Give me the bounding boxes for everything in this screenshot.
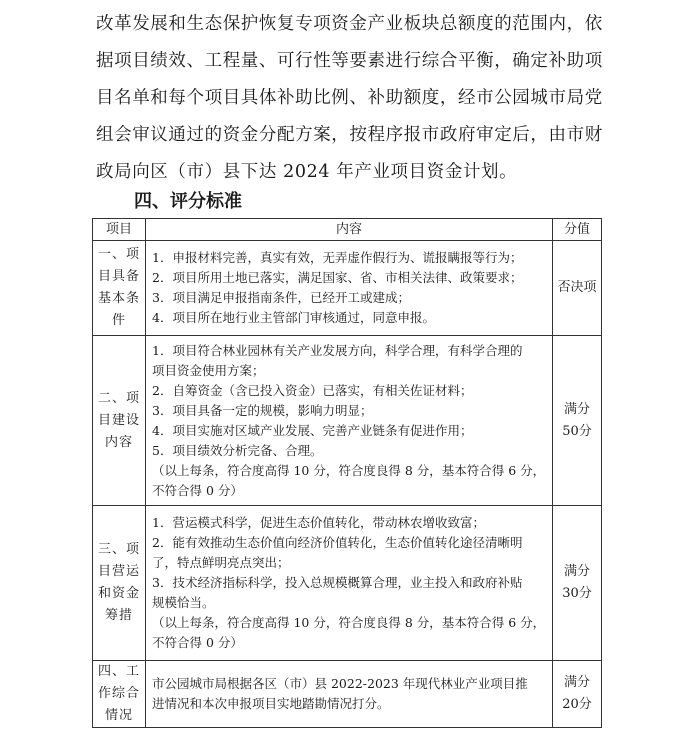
- paragraph-line: 目名单和每个项目具体补助比例、补助额度，经市公园城市局党: [96, 88, 603, 108]
- content-line: 规模恰当。: [152, 595, 215, 610]
- content-line: 市公园城市局根据各区（市）县 2022-2023 年现代林业产业项目推: [152, 676, 528, 691]
- table-row: [93, 661, 602, 728]
- content-line: （以上每条，符合度高得 10 分，符合度良得 8 分，基本符合得 6 分，: [152, 615, 546, 630]
- content-line: 1．项目符合林业园林有关产业发展方向，科学合理，有科学合理的: [152, 342, 523, 358]
- body-paragraph: [96, 6, 616, 191]
- table-header-row: [93, 219, 602, 241]
- row-content: [146, 336, 553, 506]
- content-line: 2．自筹资金（含已投入资金）已落实，有相关佐证材料；: [152, 382, 473, 398]
- section-heading: 四、评分标准: [134, 191, 242, 212]
- row-score: 否决项: [553, 241, 602, 336]
- content-line: 3．项目满足申报指南条件，已经开工或建成；: [152, 290, 410, 305]
- paragraph-line: 组会审议通过的资金分配方案，按程序报市政府审定后，由市财: [96, 125, 603, 145]
- content-line: 2．能有效推动生态价值向经济价值转化，生态价值转化途径清晰明: [152, 535, 523, 550]
- header-content: 内容: [146, 219, 553, 241]
- header-item: 项目: [93, 219, 146, 241]
- row-item: 四、工作综合情况: [93, 661, 146, 728]
- content-line: 4．项目实施对区域产业发展、完善产业链条有促进作用；: [152, 422, 473, 438]
- content-line: 了，特点鲜明亮点突出；: [152, 555, 290, 570]
- content-line: 1．营运模式科学，促进生态价值转化，带动林农增收致富；: [152, 515, 485, 530]
- content-line: 2．项目所用土地已落实，满足国家、省、市相关法律、政策要求；: [152, 270, 523, 285]
- table-row: [93, 241, 602, 336]
- table-row: [93, 336, 602, 506]
- row-content: [146, 241, 553, 336]
- header-score: 分值: [553, 219, 602, 241]
- row-item: 二、项目建设内容: [93, 336, 146, 506]
- content-line: 1．申报材料完善，真实有效，无弄虚作假行为、谎报瞒报等行为；: [152, 250, 523, 265]
- row-score: 满分30分: [553, 506, 602, 661]
- row-content: [146, 661, 553, 728]
- content-line: 进情况和本次申报项目实地踏勘情况打分。: [152, 696, 390, 711]
- scoring-criteria-table: [92, 218, 602, 728]
- content-line: 项目资金使用方案；: [152, 362, 265, 378]
- row-item: 一、项目具备基本条件: [93, 241, 146, 336]
- row-item: 三、项目营运和资金筹措: [93, 506, 146, 661]
- row-score: 满分20分: [553, 661, 602, 728]
- content-line: 4．项目所在地行业主管部门审核通过，同意申报。: [152, 310, 435, 325]
- paragraph-line: 改革发展和生态保护恢复专项资金产业板块总额度的范围内，依: [96, 14, 603, 34]
- paragraph-line: 政局向区（市）县下达 2024 年产业项目资金计划。: [96, 162, 518, 182]
- content-line: 不符合得 0 分）: [152, 482, 243, 498]
- content-line: 不符合得 0 分）: [152, 635, 243, 650]
- table-row: [93, 506, 602, 661]
- row-score: 满分50分: [553, 336, 602, 506]
- content-line: （以上每条，符合度高得 10 分，符合度良得 8 分，基本符合得 6 分，: [152, 462, 546, 478]
- content-line: 5．项目绩效分析完备、合理。: [152, 442, 323, 458]
- paragraph-line: 据项目绩效、工程量、可行性等要素进行综合平衡，确定补助项: [96, 51, 603, 71]
- content-line: 3．项目具备一定的规模，影响力明显；: [152, 402, 373, 418]
- row-content: [146, 506, 553, 661]
- content-line: 3．技术经济指标科学，投入总规模概算合理，业主投入和政府补贴: [152, 575, 523, 590]
